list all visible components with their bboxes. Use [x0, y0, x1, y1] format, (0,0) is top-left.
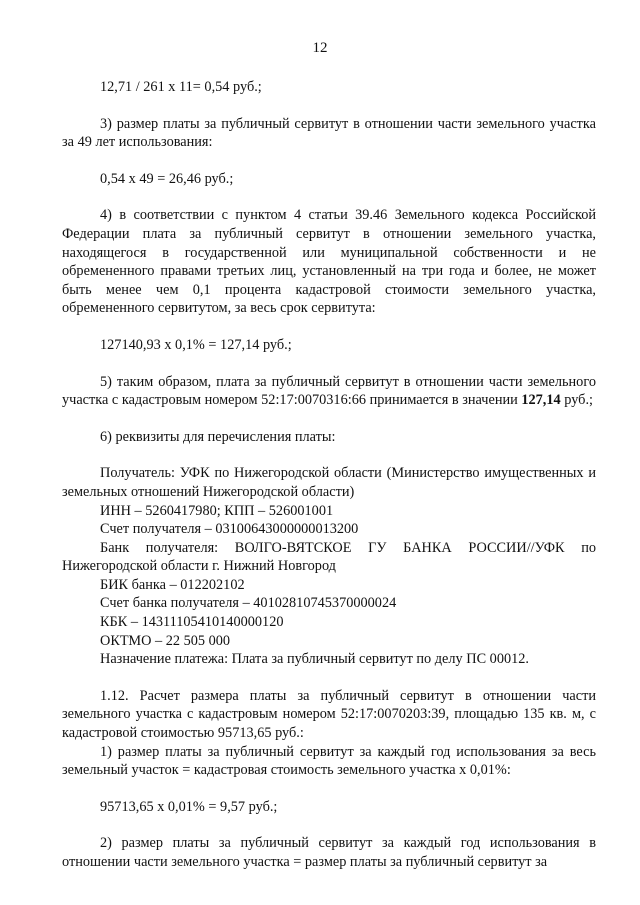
- calc-line-3: 127140,93 х 0,1% = 127,14 руб.;: [100, 336, 292, 353]
- paragraph-4: 4) в соответствии с пунктом 4 статьи 39.46 Земельного кодекса Российской Федерации плата за публичный сервитут в отношении земельного участка, находящегося в государственной или муниципальной собственности и не обремененного правами третьих лиц, установленный на три года и более, не может быть менее чем 0,1 процента кадастровой стоимости земельного участка, обремененного сервитутом, за весь срок сервитута:: [62, 207, 596, 317]
- page-number: 12: [312, 40, 328, 56]
- calc-line-1: 12,71 / 261 х 11= 0,54 руб.;: [100, 79, 262, 95]
- purpose-line: Назначение платежа: Плата за публичный сервитут по делу ПС 00012.: [100, 651, 530, 668]
- paragraph-3: 3) размер платы за публичный сервитут в отношении части земельного участка за 49 лет использования:: [62, 115, 596, 151]
- paragraph-1-12-2: 2) размер платы за публичный сервитут за каждый год использования в отношении части земельного участка = размер платы за публичный сервитут за: [62, 835, 596, 870]
- bik-line: БИК банка – 012202102: [100, 576, 245, 593]
- paragraph-5-amount: 127,14: [521, 392, 561, 409]
- document-body: [62, 78, 596, 872]
- recipient-line: Получатель: УФК по Нижегородской области (Министерство имущественных и земельных отношений Нижегородской области): [62, 465, 596, 500]
- paragraph-6: 6) реквизиты для перечисления платы:: [100, 428, 336, 445]
- inn-kpp-line: ИНН – 5260417980; КПП – 526001001: [100, 502, 334, 519]
- oktmo-line: ОКТМО – 22 505 000: [100, 632, 231, 649]
- paragraph-5-text: 5) таким образом, плата за публичный сервитут в отношении части земельного участка с кадастровым номером 52:17:0070316:66 принимается в значении: [62, 373, 596, 409]
- kbk-line: КБК – 14311105410140000120: [100, 614, 284, 631]
- paragraph-5-unit: руб.;: [560, 392, 593, 409]
- paragraph-1-12-1: 1) размер платы за публичный сервитут за каждый год использования за весь земельный участок = кадастровая стоимость земельного участка х 0,01%:: [62, 743, 596, 779]
- account-line: Счет получателя – 03100643000000013200: [100, 521, 359, 538]
- bank-line: Банк получателя: ВОЛГО-ВЯТСКОЕ ГУ БАНКА РОССИИ//УФК по Нижегородской области г. Нижний Новгород: [62, 539, 596, 575]
- calc-line-4: 95713,65 х 0,01% = 9,57 руб.;: [100, 798, 278, 815]
- section-1-12: 1.12. Расчет размера платы за публичный сервитут в отношении части земельного участка с кадастровым номером 52:17:0070203:39, площадью 135 кв. м, с кадастровой стоимостью 95713,65 руб.:: [62, 687, 596, 742]
- bank-account-line: Счет банка получателя – 40102810745370000024: [100, 595, 397, 612]
- calc-line-2: 0,54 х 49 = 26,46 руб.;: [100, 170, 234, 187]
- paragraph-5: [62, 373, 596, 410]
